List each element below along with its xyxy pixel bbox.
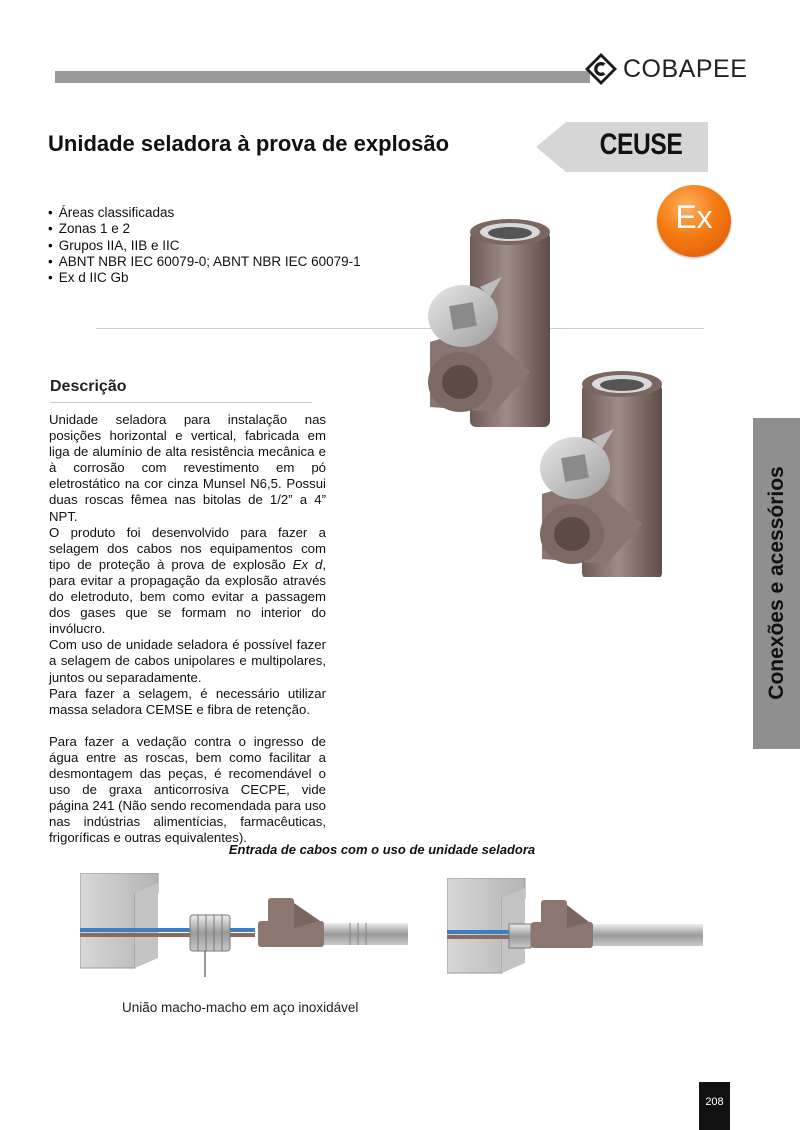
product-code-tag	[536, 122, 708, 172]
feature-item: • Grupos IIA, IIB e IIC	[48, 238, 361, 254]
description-emphasis: Ex d	[292, 556, 323, 572]
sealing-unit-1	[428, 219, 550, 427]
product-code: CEUSE	[599, 128, 683, 161]
page-number-box	[699, 1082, 730, 1130]
description-body	[49, 412, 326, 846]
sealing-unit-2	[540, 371, 662, 577]
side-tab-label: Conexões e acessórios	[765, 466, 788, 700]
header-bar	[55, 71, 590, 83]
description-paragraph: Para fazer a selagem, é necessário utilizar massa seladora CEMSE e fibra de retenção.	[49, 685, 326, 717]
feature-item: • Ex d IIC Gb	[48, 270, 361, 286]
feature-item: • Zonas 1 e 2	[48, 221, 361, 237]
ex-badge-label: Ex	[675, 199, 713, 235]
cobapee-diamond-c-icon	[584, 52, 618, 86]
feature-item: • ABNT NBR IEC 60079-0; ABNT NBR IEC 60079-1	[48, 254, 361, 270]
cable-entry-diagram-with-union	[80, 873, 408, 977]
description-paragraph: Unidade seladora para instalação nas posições horizontal e vertical, fabricada em liga de alumínio de alta resistência mecânica e à corrosão com revestimento em pó eletrostático na cor cinza Munsel N6,5. Possui duas roscas fêmea nas bitolas de 1/2” a 4” NPT.	[49, 412, 326, 524]
product-image	[420, 212, 690, 577]
description-text: O produto foi desenvolvido para fazer a selagem dos cabos nos equipamentos com tipo de proteção à prova de explosão	[49, 524, 326, 572]
page-number: 208	[705, 1096, 724, 1108]
description-text: , para evitar a propagação da explosão através do eletroduto, bem como evitar a passagem dos gases que se formam no interior do invólucro.	[49, 556, 326, 637]
diagram-caption: Entrada de cabos com o uso de unidade seladora	[228, 842, 536, 857]
feature-list	[48, 205, 361, 286]
description-underline	[50, 402, 312, 403]
union-label: União macho-macho em aço inoxidável	[122, 1000, 359, 1015]
description-paragraph: Para fazer a vedação contra o ingresso de água entre as roscas, bem como facilitar a desmontagem das peças, é recomendável o uso de graxa anticorrosiva CECPE, vide página 241 (Não sendo recomendada para uso nas indústrias alimentícias, farmacêuticas, frigoríficas e outras equivalentes).	[49, 733, 326, 846]
page-title: Unidade seladora à prova de explosão	[48, 131, 450, 156]
brand-logo	[584, 52, 747, 86]
cable-entry-diagram-direct	[447, 878, 703, 976]
description-paragraph	[49, 525, 326, 638]
description-heading: Descrição	[50, 378, 127, 395]
brand-name: COBAPEE	[623, 54, 748, 83]
feature-item: • Áreas classificadas	[48, 205, 361, 221]
description-paragraph: Com uso de unidade seladora é possível fazer a selagem de cabos unipolares e multipolares, juntos ou separadamente.	[49, 637, 326, 685]
